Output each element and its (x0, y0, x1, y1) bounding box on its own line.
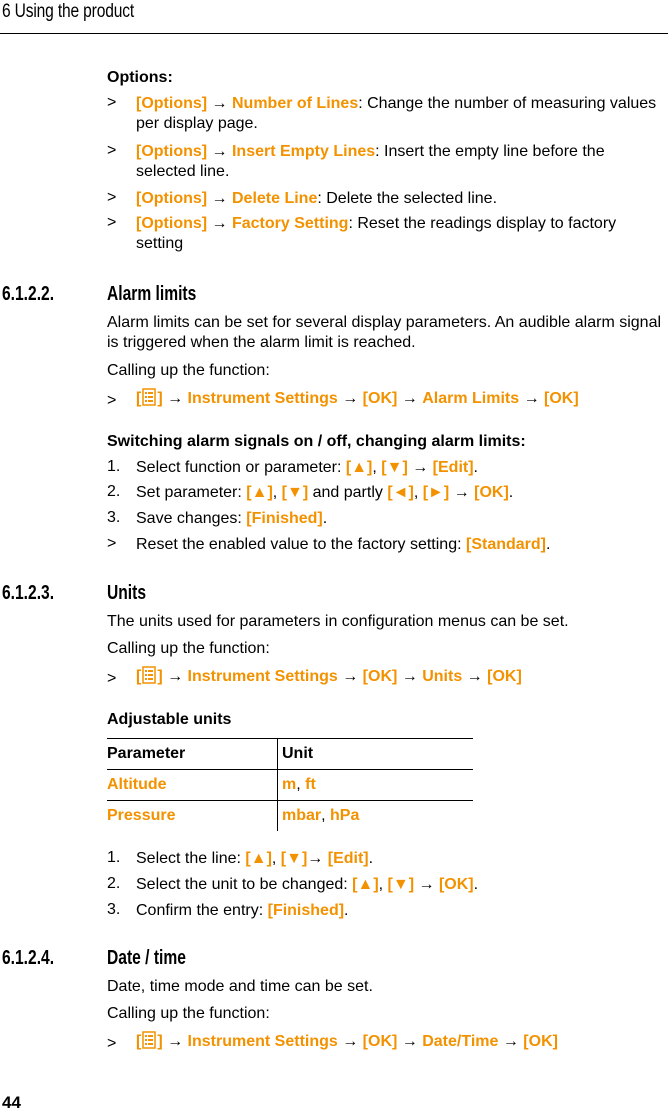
arrow: → (207, 215, 232, 232)
option-target: Number of Lines (231, 95, 359, 112)
section-title: Date / time (107, 947, 186, 969)
arrow: → (337, 1033, 363, 1050)
option-desc: : Reset the readings display to factory setting (136, 215, 617, 252)
table-header-row (107, 739, 473, 770)
arrow: → (337, 390, 363, 407)
unit-value: ft (305, 776, 316, 793)
unit-value: mbar (282, 807, 322, 824)
list-marker: > (107, 535, 117, 552)
key-up: [▲] (246, 484, 273, 501)
options-key: [Options] (136, 190, 208, 207)
arrow: → (337, 668, 363, 685)
path-step: [OK] (523, 1033, 558, 1050)
unit-value: hPa (330, 807, 360, 824)
option-target: Factory Setting (231, 215, 349, 232)
option-target: Insert Empty Lines (231, 143, 376, 160)
arrow: → (162, 390, 188, 407)
key-down: [▼] (281, 484, 309, 501)
alarm-reset (136, 535, 662, 555)
option-desc: : Insert the empty line before the selected line. (136, 143, 605, 180)
key-finished: [Finished] (267, 902, 345, 919)
units-intro: The units used for parameters in configuration menus can be set. (107, 613, 569, 630)
units-step-1 (136, 849, 662, 869)
calling-label: Calling up the function: (107, 362, 270, 379)
arrow: → (207, 190, 232, 207)
key-down: [▼] (381, 459, 408, 476)
key-right: [►] (422, 484, 450, 501)
arrow: → (498, 1033, 524, 1050)
arrow: → (397, 668, 423, 685)
list-marker: > (107, 214, 117, 231)
option-desc: : Change the number of measuring values per display page. (136, 95, 657, 132)
path-step: Units (422, 668, 463, 685)
step-text: Reset the enabled value to the factory setting: (136, 536, 466, 553)
separator: , (378, 876, 388, 893)
bracket: [ (136, 1033, 142, 1050)
units-table (107, 738, 473, 831)
alarm-sub-heading: Switching alarm signals on / off, changing alarm limits: (107, 433, 526, 450)
step-number: 2. (107, 875, 121, 892)
units-step-3 (136, 901, 662, 921)
period: . (545, 536, 551, 553)
arrow: → (414, 876, 439, 893)
options-key: [Options] (136, 215, 208, 232)
option-target: Delete Line (231, 190, 318, 207)
param-cell: Pressure (107, 807, 176, 824)
period: . (322, 510, 328, 527)
key-ok: [OK] (438, 876, 474, 893)
unit-value: m (282, 776, 297, 793)
path-step: [OK] (362, 1033, 398, 1050)
key-down: [▼] (280, 850, 308, 867)
separator: , (296, 776, 306, 793)
page-header (0, 0, 668, 34)
units-step-2 (136, 875, 662, 895)
key-down: [▼] (387, 876, 415, 893)
separator: , (372, 459, 382, 476)
options-item-factory-setting (136, 214, 662, 254)
bracket: ] (157, 390, 163, 407)
section-number: 6.1.2.4. (2, 947, 55, 969)
arrow: → (449, 484, 475, 501)
bracket: ] (157, 668, 163, 685)
page-number: 44 (2, 1093, 21, 1112)
arrow: → (207, 95, 232, 112)
alarm-call-path (136, 388, 662, 409)
unit-cell (278, 801, 474, 832)
column-header-unit: Unit (278, 739, 474, 770)
arrow: → (407, 459, 433, 476)
step-number: 1. (107, 849, 121, 866)
arrow: → (462, 668, 488, 685)
separator: , (271, 850, 281, 867)
options-item-delete-line (136, 189, 662, 209)
key-standard: [Standard] (465, 536, 546, 553)
period: . (368, 850, 374, 867)
step-number: 3. (107, 509, 121, 526)
arrow: → (397, 1033, 423, 1050)
step-number: 1. (107, 458, 121, 475)
key-edit: [Edit] (432, 459, 474, 476)
arrow: → (397, 390, 423, 407)
param-cell: Altitude (107, 770, 278, 801)
key-edit: [Edit] (327, 850, 369, 867)
datetime-call-path (136, 1031, 662, 1052)
path-step: [OK] (362, 390, 398, 407)
bracket: [ (136, 390, 142, 407)
separator: , (272, 484, 282, 501)
separator: , (321, 807, 331, 824)
table-row (107, 801, 473, 832)
key-finished: [Finished] (246, 510, 323, 527)
list-marker: > (107, 189, 117, 206)
units-table-heading: Adjustable units (107, 711, 232, 728)
period: . (344, 902, 349, 919)
list-marker: > (107, 94, 117, 111)
arrow: → (207, 143, 232, 160)
path-step: [OK] (362, 668, 398, 685)
period: . (473, 459, 478, 476)
step-text: Select the unit to be changed: (136, 876, 353, 893)
step-text: Confirm the entry: (136, 902, 268, 919)
bracket: ] (157, 1033, 163, 1050)
units-call-path (136, 666, 662, 687)
calling-label: Calling up the function: (107, 1005, 270, 1022)
list-marker: > (107, 392, 117, 409)
key-up: [▲] (245, 850, 272, 867)
unit-cell (278, 770, 474, 801)
arrow: → (162, 1033, 188, 1050)
menu-key-icon (142, 388, 156, 406)
key-ok: [OK] (474, 484, 509, 501)
arrow: → (162, 668, 188, 685)
alarm-intro: Alarm limits can be set for several display parameters. An audible alarm signal is triggered when the alarm limit is reached. (107, 314, 662, 351)
bracket: [ (136, 668, 142, 685)
step-text: Save changes: (136, 510, 247, 527)
step-text: Select the line: (136, 850, 246, 867)
options-heading: Options: (107, 69, 173, 86)
header-title: 6 Using the product (2, 1, 134, 22)
step-text: Select function or parameter: (136, 459, 346, 476)
table-row (107, 770, 473, 801)
key-up: [▲] (352, 876, 379, 893)
step-text: and partly (308, 484, 388, 501)
options-item-number-of-lines (136, 94, 662, 134)
options-item-insert-empty-lines (136, 142, 662, 182)
option-desc: : Delete the selected line. (317, 190, 498, 207)
key-up: [▲] (345, 459, 373, 476)
arrow: → (519, 390, 545, 407)
section-title: Units (107, 582, 146, 604)
alarm-step-3 (136, 509, 662, 529)
path-step: Alarm Limits (422, 390, 520, 407)
menu-key-icon (142, 666, 156, 684)
list-marker: > (107, 670, 117, 687)
key-left: [◄] (387, 484, 414, 501)
menu-key-icon (142, 1031, 156, 1049)
section-title: Alarm limits (107, 283, 197, 305)
path-step: Instrument Settings (187, 390, 338, 407)
path-step: Instrument Settings (187, 668, 338, 685)
arrow: → (307, 850, 328, 867)
step-number: 3. (107, 901, 121, 918)
datetime-intro: Date, time mode and time can be set. (107, 978, 373, 995)
path-step: [OK] (544, 390, 579, 407)
alarm-step-1 (136, 458, 662, 478)
alarm-step-2 (136, 483, 662, 503)
path-step: Date/Time (422, 1033, 499, 1050)
path-step: Instrument Settings (187, 1033, 338, 1050)
column-header-parameter: Parameter (107, 739, 278, 770)
separator: , (413, 484, 423, 501)
step-number: 2. (107, 483, 121, 500)
options-key: [Options] (136, 143, 208, 160)
step-text: Set parameter: (136, 484, 247, 501)
list-marker: > (107, 142, 117, 159)
section-number: 6.1.2.3. (2, 582, 55, 604)
list-marker: > (107, 1035, 117, 1052)
calling-label: Calling up the function: (107, 640, 270, 657)
period: . (508, 484, 514, 501)
path-step: [OK] (487, 668, 522, 685)
section-number: 6.1.2.2. (2, 283, 55, 305)
period: . (473, 876, 479, 893)
options-key: [Options] (136, 95, 208, 112)
